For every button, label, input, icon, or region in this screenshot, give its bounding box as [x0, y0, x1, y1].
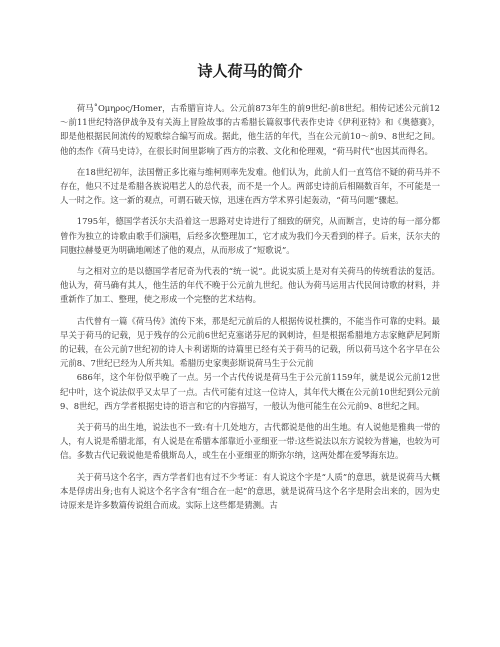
paragraph-wolf: 1795年，德国学者沃尔夫沿着这一思路对史诗进行了细致的研究，从而断言，史诗的每一部分都曾作为独立的诗歌由歌手们演唱，后经多次整理加工，它才成为我们今天看到的样子。后来，沃尔夫的同胞拉赫曼更为明确地阐述了他的观点，从而形成了“短歌说”。 [60, 216, 440, 255]
paragraph-intro: 荷马˚Ομηρος/Homer，古希腊盲诗人。公元前873年生的前9世纪-前8世纪。相传记述公元前12～前11世纪特洛伊战争及有关海上冒险故事的古希腊长篇叙事代表作史诗《伊利亚特》和《奥德赛》，即是他根据民间流传的短歌综合编写而成。据此，他生活的年代，当在公元前10～前9、8世纪之间。他的杰作《荷马史诗》，在很长时间里影响了西方的宗教、文化和伦理观，“荷马时代”也因其而得名。 [60, 103, 440, 156]
paragraph-birth-year: 686年，这个年份似乎晚了一点。另一个古代传说是荷马生于公元前1159年，就是说公元前12世纪中叶，这个说法似乎又太早了一点。古代可能有过这一位诗人，其年代大概在公元前10世纪到公元前9、8世纪，西方学者根据史诗的语言和它的内容描写，一般认为他可能生在公元前9、8世纪之间。 [60, 372, 440, 411]
paragraph-18th-century: 在18世纪初年，法国僧正多比雍与维柯则率先发难。他们认为，此前人们一直笃信不疑的荷马并不存在，他只不过是希腊各族说唱艺人的总代表，而不是一个人。两部史诗前后相隔数百年，不可能是一人一时之作。这一新的观点，可谓石破天惊，迅速在西方学术界引起轰动，“荷马问题”骤起。 [60, 166, 440, 206]
paragraph-unity-theory: 与之相对立的是以德国学者尼奇为代表的“统一说”。此说实质上是对有关荷马的传统看法的复活。他认为，荷马确有其人，他生活的年代不晚于公元前九世纪。他认为荷马运用古代民间诗歌的材料，并重新作了加工、整理，使之形成一个完整的艺术结构。 [60, 266, 440, 305]
paragraph-ancient-records: 古代曾有一篇《荷马传》流传下来，那是纪元前后的人根据传说杜撰的，不能当作可靠的史料。最早关于荷马的记载，见于残存的公元前6世纪克塞诺芬尼的讽刺诗，但是根据希腊地方志家鲍萨尼阿斯的记载，在公元前7世纪初的诗人卡利诺斯的诗篇里已经有关于荷马的记载，所以荷马这个名字早在公元前8、7世纪已经为人所共知。希腊历史家奥彭斯说荷马生于公元前 [60, 315, 440, 369]
paragraph-birthplace: 关于荷马的出生地，说法也不一致:有十几处地方，古代都说是他的出生地。有人说他是雅典一带的人，有人说是希腊北部，有人说是在希腊本部靠近小亚细亚一带:这些说法以东方说较为普遍，也较为可信。多数古代记载说他是希俄斯岛人，或生在小亚细亚的斯弥尔纳，这两处都在爱琴海东边。 [60, 422, 440, 461]
paragraph-name-origin: 关于荷马这个名字，西方学者们也有过不少考证：有人说这个字是“人质”的意思，就是说荷马大概本是俘虏出身;也有人说这个名字含有“组合在一起”的意思，就是说荷马这个名字是附会出来的，因为史诗原来是许多数篇传说组合而成。实际上这些都是猜测。古 [60, 471, 440, 511]
document-title: 诗人荷马的简介 [197, 62, 303, 80]
